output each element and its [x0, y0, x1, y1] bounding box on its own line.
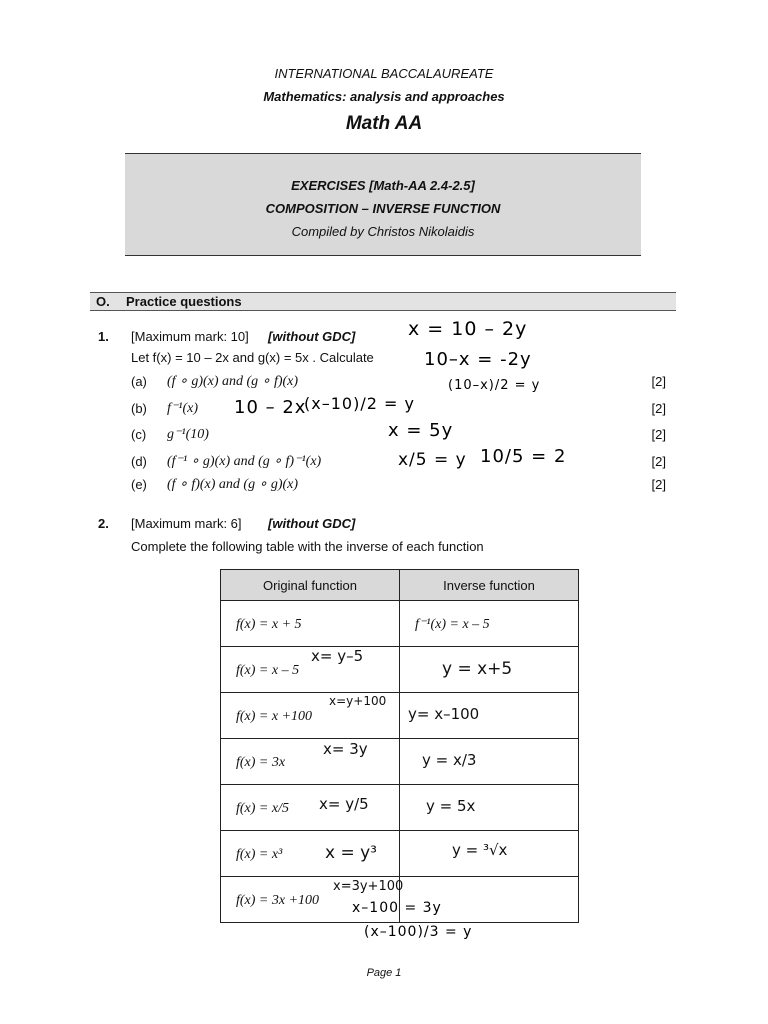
table-row [221, 739, 579, 785]
table-header-row [221, 570, 579, 601]
handwriting-note: x = 10 – 2y [408, 318, 528, 340]
handwriting-note: x/5 = y [398, 450, 467, 470]
q1a-expr: (f ∘ g)(x) and (g ∘ f)(x) [167, 374, 299, 389]
q1e-mark: [2] [651, 477, 666, 492]
section-number: O. [96, 294, 110, 309]
q1d-expr: (f⁻¹ ∘ g)(x) and (g ∘ f)⁻¹(x) [167, 454, 322, 469]
handwriting-note: x= y–5 [311, 647, 364, 665]
table-row [221, 831, 579, 877]
q1e-label: (e) [131, 477, 147, 492]
table-row [221, 693, 579, 739]
handwriting-note: x= y/5 [319, 795, 369, 813]
exercise-banner [125, 153, 641, 256]
section-bar [90, 292, 676, 311]
handwriting-note: x = 5y [388, 420, 454, 441]
inverse-function: f⁻¹(x) = x – 5 [415, 616, 490, 632]
handwriting-note: x= 3y [323, 740, 368, 758]
q1e-expr: (f ∘ f)(x) and (g ∘ g)(x) [167, 477, 299, 492]
q2-number: 2. [98, 516, 109, 531]
original-function: f(x) = x/5 [236, 800, 289, 816]
q1b-label: (b) [131, 401, 147, 416]
original-function: f(x) = x – 5 [236, 662, 300, 678]
q1-intro: Let f(x) = 10 – 2x and g(x) = 5x . Calculate [131, 350, 374, 365]
inverse-function: y= x–100 [408, 705, 480, 723]
table-row [221, 601, 579, 647]
inverse-function: y = 5x [426, 797, 476, 815]
q2-intro: Complete the following table with the inverse of each function [131, 539, 484, 554]
handwriting-note: 10 – 2x [234, 397, 307, 418]
table-row [221, 785, 579, 831]
course-heading: Mathematics: analysis and approaches [263, 89, 505, 104]
handwriting-note: (x–10)/2 = y [304, 394, 415, 413]
table-row [221, 647, 579, 693]
handwriting-note: x=y+100 [329, 694, 387, 708]
q1a-label: (a) [131, 374, 147, 389]
q1-gdc: [without GDC] [268, 329, 356, 344]
q2-gdc: [without GDC] [268, 516, 356, 531]
page-title: Math AA [345, 113, 423, 134]
q2-max-mark: [Maximum mark: 6] [131, 516, 242, 531]
inverse-function: y = x+5 [442, 659, 513, 679]
inverse-function-table [220, 569, 579, 923]
page-number: Page 1 [366, 967, 402, 979]
q1c-label: (c) [131, 427, 147, 442]
handwriting-note: x=3y+100 [333, 879, 404, 894]
handwriting-note: (10–x)/2 = y [448, 378, 541, 393]
q1c-mark: [2] [651, 427, 666, 442]
col-header-inverse: Inverse function [400, 570, 579, 601]
section-title: Practice questions [126, 294, 242, 309]
inverse-function: y = ³√x [452, 841, 508, 859]
q1-number: 1. [98, 329, 109, 344]
q1a-mark: [2] [651, 374, 666, 389]
inverse-function: y = x/3 [422, 751, 477, 769]
q1-max-mark: [Maximum mark: 10] [131, 329, 249, 344]
original-function: f(x) = x³ [236, 846, 283, 862]
q1d-mark: [2] [651, 454, 666, 469]
col-header-original: Original function [221, 570, 400, 601]
original-function: f(x) = x + 5 [236, 616, 302, 632]
handwriting-note: x–100 = 3y [352, 900, 442, 916]
q1c-expr: g⁻¹(10) [167, 427, 209, 442]
original-function: f(x) = x +100 [236, 708, 313, 724]
original-function: f(x) = 3x +100 [236, 892, 320, 908]
handwriting-note: 10–x = -2y [424, 349, 532, 370]
exercise-code: EXERCISES [Math-AA 2.4-2.5] [291, 178, 475, 193]
original-function: f(x) = 3x [236, 754, 286, 770]
handwriting-note: (x–100)/3 = y [364, 924, 473, 940]
q1d-label: (d) [131, 454, 147, 469]
q1b-expr: f⁻¹(x) [167, 401, 199, 416]
institution-heading: INTERNATIONAL BACCALAUREATE [274, 66, 494, 81]
q1b-mark: [2] [651, 401, 666, 416]
exercise-topic: COMPOSITION – INVERSE FUNCTION [265, 201, 501, 216]
exercise-author: Compiled by Christos Nikolaidis [291, 224, 475, 239]
handwriting-note: 10/5 = 2 [480, 446, 567, 467]
handwriting-note: x = y³ [325, 843, 377, 863]
